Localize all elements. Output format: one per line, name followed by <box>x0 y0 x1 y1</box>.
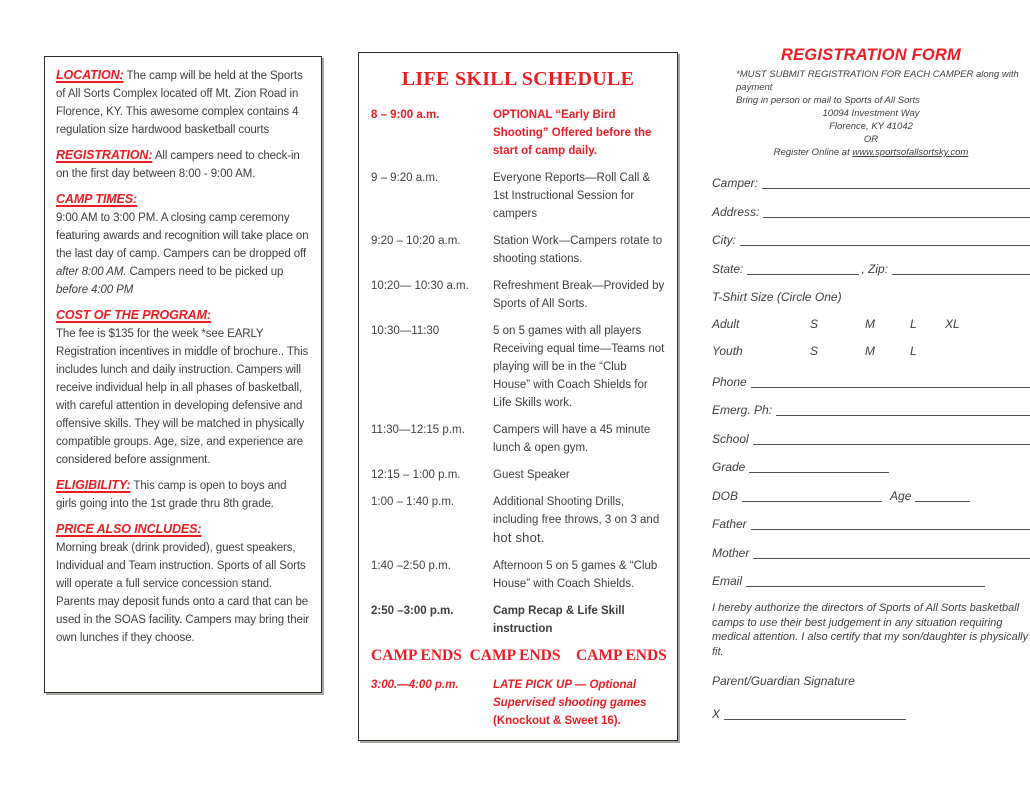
hot-shot-text: hot shot. <box>493 530 545 545</box>
schedule-time: 11:30—12:15 p.m. <box>371 424 465 436</box>
field-signature <box>712 707 1030 721</box>
camp-times-body-italic: before 4:00 PM <box>56 284 134 296</box>
eligibility-heading: ELIGIBILITY: <box>56 478 131 492</box>
camp-times-body: Campers need to be picked up <box>126 266 284 278</box>
field-mother <box>712 546 1030 560</box>
email-label: Email <box>712 574 743 588</box>
tshirt-youth-label: Youth <box>712 343 743 358</box>
price-includes-heading: PRICE ALSO INCLUDES: <box>56 522 202 536</box>
note-address-city: Florence, KY 41042 <box>829 121 913 132</box>
emerg-phone-underline <box>776 415 1030 416</box>
schedule-time: 9 – 9:20 a.m. <box>371 172 439 184</box>
schedule-row-late-pickup <box>371 676 665 730</box>
register-online-link[interactable]: www.sportsofallsortsky.com <box>852 147 969 158</box>
tshirt-adult-row <box>712 317 1030 331</box>
tshirt-youth-size-s: S <box>810 343 819 358</box>
dob-label: DOB <box>712 488 739 503</box>
phone-label: Phone <box>712 374 747 389</box>
city-label: City: <box>712 233 736 247</box>
schedule-time: 10:20— 10:30 a.m. <box>371 280 469 292</box>
age-underline <box>915 501 970 502</box>
mother-label: Mother <box>712 545 750 560</box>
section-price-includes <box>56 520 310 647</box>
note-register-online <box>736 146 1030 159</box>
tshirt-adult-size-l: L <box>910 316 917 331</box>
signature-x-label: X <box>712 707 721 721</box>
schedule-desc: 5 on 5 games with all players Receiving equal time—Teams not playing will be in the “Club House” with Coach Shields for Life Skills work. <box>493 325 665 409</box>
field-email <box>712 574 1030 588</box>
father-underline <box>751 529 1030 530</box>
registration-body: All campers need to check-in on the first day between 8:00 - 9:00 AM. <box>56 150 300 180</box>
schedule-row <box>371 602 665 638</box>
schedule-desc <box>489 493 665 548</box>
location-body: The camp will be held at the Sports of All Sorts Complex located off Mt. Zion Road in Florence, KY. This awesome complex contains 4 regulation size hardwood basketball courts <box>56 70 303 136</box>
schedule-desc: Campers will have a 45 minute lunch & open gym. <box>493 424 651 454</box>
field-grade <box>712 460 1030 474</box>
address-underline <box>763 217 1030 218</box>
schedule-time: 10:30—11:30 <box>371 325 440 337</box>
schedule-row <box>371 557 665 593</box>
camp-times-heading: CAMP TIMES: <box>56 192 138 206</box>
tshirt-adult-size-m: M <box>865 316 875 331</box>
zip-label: , Zip: <box>861 261 889 276</box>
camp-info-panel <box>44 56 322 693</box>
form-title: REGISTRATION FORM <box>780 46 961 64</box>
schedule-desc: Refreshment Break—Provided by Sports of All Sorts. <box>493 280 665 310</box>
schedule-time: 3:00.—4:00 p.m. <box>371 679 459 691</box>
address-label: Address: <box>712 204 760 219</box>
schedule-desc: Afternoon 5 on 5 games & “Club House” with Coach Shields. <box>493 560 658 590</box>
schedule-time: 9:20 – 10:20 a.m. <box>371 235 461 247</box>
note-bring-mail: Bring in person or mail to Sports of All Sorts <box>736 95 920 106</box>
section-registration <box>56 146 310 183</box>
registration-heading: REGISTRATION: <box>56 148 153 162</box>
schedule-row <box>371 466 665 484</box>
school-label: School <box>712 431 749 446</box>
section-eligibility <box>56 476 310 513</box>
schedule-row <box>371 106 665 160</box>
tshirt-adult-size-xl: XL <box>945 316 960 331</box>
schedule-time: 12:15 – 1:00 p.m. <box>371 469 461 481</box>
schedule-row <box>371 169 665 223</box>
mother-underline <box>753 558 1030 559</box>
cost-heading: COST OF THE PROGRAM: <box>56 308 211 322</box>
zip-underline <box>892 274 1030 275</box>
schedule-desc: Guest Speaker <box>493 469 570 481</box>
field-school <box>712 432 1030 446</box>
father-label: Father <box>712 517 747 531</box>
grade-underline <box>749 472 889 473</box>
section-cost <box>56 306 310 469</box>
section-location <box>56 66 310 139</box>
schedule-row <box>371 232 665 268</box>
field-dob-age <box>712 489 1030 503</box>
location-heading: LOCATION: <box>56 68 124 82</box>
tshirt-youth-size-m: M <box>865 343 875 358</box>
schedule-panel <box>358 52 678 741</box>
camp-ends-banner: CAMP ENDS CAMP ENDS CAMP ENDS <box>371 647 667 664</box>
camper-label: Camper: <box>712 176 759 190</box>
camp-times-body-italic: after 8:00 AM. <box>56 266 127 278</box>
grade-label: Grade <box>712 460 746 474</box>
field-city <box>712 233 1030 247</box>
city-underline <box>740 245 1030 246</box>
schedule-desc <box>489 676 665 730</box>
schedule-title: LIFE SKILL SCHEDULE <box>401 68 635 90</box>
tshirt-adult-label: Adult <box>712 316 740 331</box>
note-or: OR <box>863 134 879 145</box>
field-father <box>712 517 1030 531</box>
schedule-row <box>371 493 665 548</box>
camp-times-body: 9:00 AM to 3:00 PM. A closing camp ceremony featuring awards and recognition will take place on the last day of camp. Campers can be dropped off <box>56 212 309 260</box>
price-includes-body: Morning break (drink provided), guest speakers, Individual and Team instruction. Sports of all Sorts will operate a full service concession stand. Parents may deposit funds onto a card that can be used in the SOAS facility. Campers may bring their own lunches if they choose. <box>56 542 310 644</box>
schedule-row <box>371 322 665 412</box>
field-emerg-phone <box>712 403 1030 417</box>
emerg-phone-label: Emerg. Ph: <box>712 403 773 417</box>
schedule-time: 8 – 9:00 a.m. <box>371 109 440 121</box>
field-phone <box>712 375 1030 389</box>
field-state-zip <box>712 262 1030 276</box>
form-notes <box>712 68 1030 159</box>
cost-body: The fee is $135 for the week *see EARLY Registration incentives in middle of brochure.. This includes lunch and daily instruction. Campers will receive individual help in all phases of basketball, with careful attention in developing defensive and offensive skills. They will be matched in physically compatible groups. Age, size, and experience are considered before assignment. <box>56 328 309 466</box>
camper-underline <box>762 188 1030 189</box>
tshirt-adult-size-s: S <box>810 316 819 331</box>
schedule-desc-text: Additional Shooting Drills, including free throws, 3 on 3 and <box>493 496 660 526</box>
registration-form-panel <box>712 46 1030 721</box>
schedule-row <box>371 277 665 313</box>
tshirt-youth-row <box>712 344 1030 358</box>
note-must-submit: *MUST SUBMIT REGISTRATION FOR EACH CAMPER along with payment <box>736 69 1019 93</box>
late-pickup-text: LATE PICK UP — Optional Supervised shooting games <box>493 679 647 709</box>
state-underline <box>747 274 859 275</box>
email-underline <box>746 586 985 587</box>
schedule-desc: OPTIONAL “Early Bird Shooting” Offered before the start of camp daily. <box>493 109 652 157</box>
signature-label: Parent/Guardian Signature <box>712 674 855 688</box>
age-label: Age <box>890 488 912 503</box>
schedule-desc: Camp Recap & Life Skill instruction <box>493 605 625 635</box>
late-pickup-games: (Knockout & Sweet 16). <box>493 715 621 727</box>
signature-underline <box>724 719 906 720</box>
register-online-prefix: Register Online at <box>773 147 853 158</box>
schedule-row <box>371 421 665 457</box>
authorization-text: I hereby authorize the directors of Sports of All Sorts basketball camps to use their best judgement in any situation requiring medical attention. I also certify that my son/daughter is physically fit. <box>712 602 1029 658</box>
school-underline <box>753 444 1030 445</box>
field-camper <box>712 176 1030 190</box>
note-address-street: 10094 Investment Way <box>822 108 920 119</box>
eligibility-body: This camp is open to boys and girls going into the 1st grade thru 8th grade. <box>56 480 287 510</box>
schedule-desc: Everyone Reports—Roll Call & 1st Instructional Session for campers <box>493 172 651 220</box>
tshirt-youth-size-l: L <box>910 343 917 358</box>
schedule-time: 1:40 –2:50 p.m. <box>371 560 451 572</box>
section-camp-times <box>56 190 310 299</box>
schedule-time: 2:50 –3:00 p.m. <box>371 605 454 617</box>
tshirt-size-label: T-Shirt Size (Circle One) <box>712 289 842 304</box>
field-address <box>712 205 1030 219</box>
phone-underline <box>751 387 1030 388</box>
schedule-time: 1:00 – 1:40 p.m. <box>371 496 455 508</box>
schedule-desc: Station Work—Campers rotate to shooting stations. <box>493 235 663 265</box>
state-label: State: <box>712 261 744 276</box>
dob-underline <box>742 501 882 502</box>
